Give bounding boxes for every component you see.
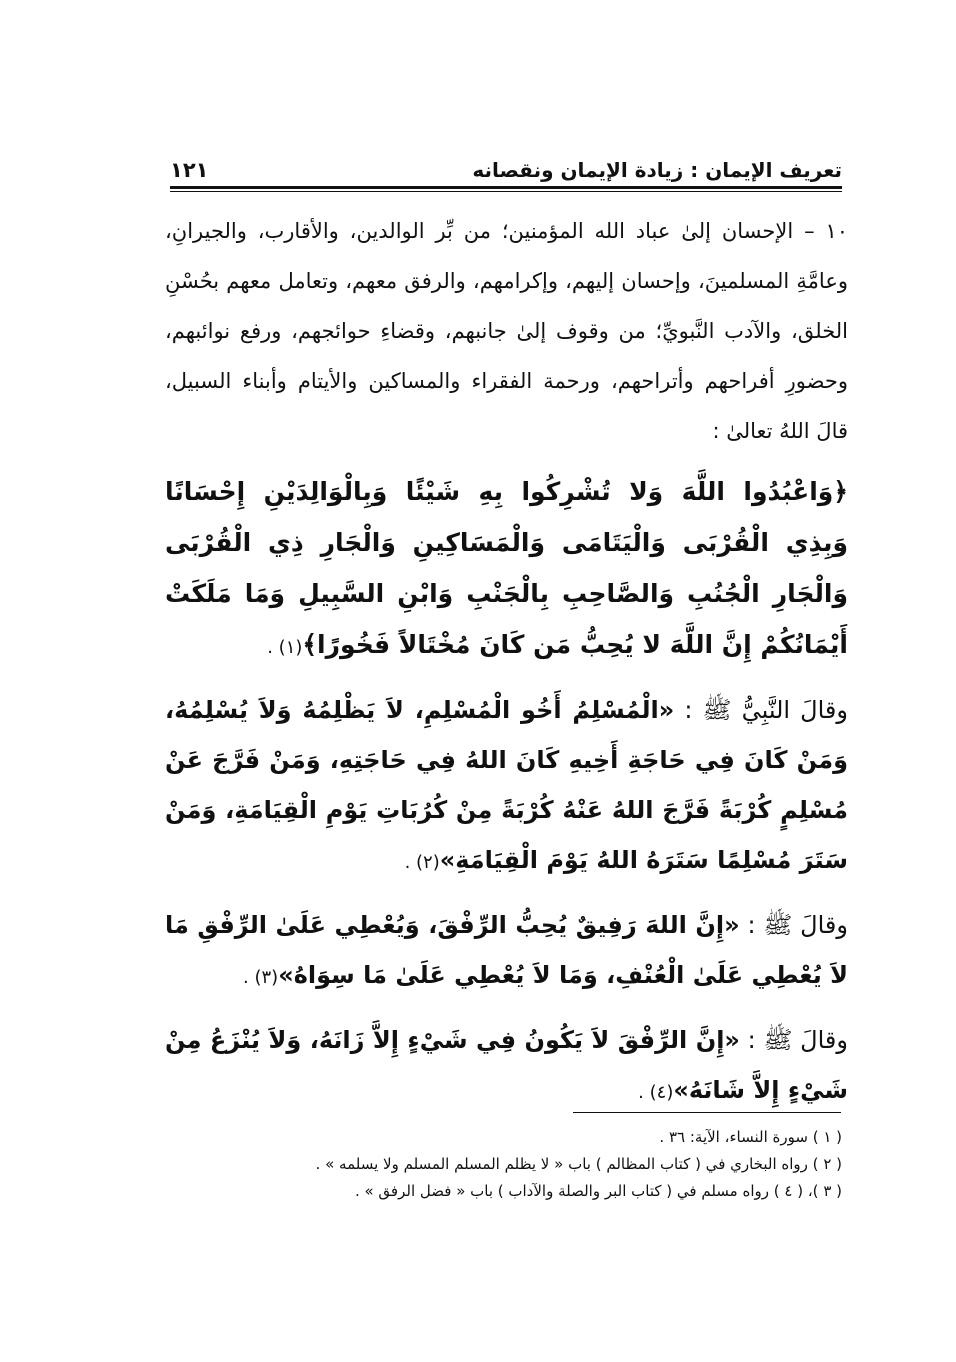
hadith-2-footnote-ref: (٣) .	[243, 967, 279, 988]
verse-footnote-ref: (١) .	[267, 637, 303, 658]
verse-text: ﴿وَاعْبُدُوا اللَّهَ وَلا تُشْرِكُوا بِهِ شَيْئًا وَبِالْوَالِدَيْنِ إِحْسَانًا وَبِذِي الْقُرْبَى وَالْيَتَامَى وَالْمَسَاكِينِ وَالْجَارِ ذِي الْقُرْبَى وَالْجَارِ الْجُنُبِ وَالصَّاحِبِ بِالْجَنْبِ وَابْنِ السَّبِيلِ وَمَا مَلَكَتْ أَيْمَانُكُمْ إِنَّ اللَّهَ لا يُحِبُّ مَن كَانَ مُخْتَالاً فَخُورًا﴾	[165, 477, 848, 659]
hadith-3-intro: وقالَ ﷺ :	[747, 1026, 848, 1054]
hadith-1-text: «الْمُسْلِمُ أَخُو الْمُسْلِمِ، لاَ يَظْلِمُهُ وَلاَ يُسْلِمُهُ، وَمَنْ كَانَ فِي حَاجَةِ أَخِيهِ كَانَ اللهُ فِي حَاجَتِهِ، وَمَنْ فَرَّجَ عَنْ مُسْلِمٍ كُرْبَةً فَرَّجَ اللهُ عَنْهُ كُرْبَةً مِنْ كُرُبَاتِ يَوْمِ الْقِيَامَةِ، وَمَنْ سَتَرَ مُسْلِمًا سَتَرَهُ اللهُ يَوْمَ الْقِيَامَةِ»	[165, 696, 848, 874]
page-number: ١٢١	[170, 158, 209, 182]
header-rule	[170, 186, 842, 192]
hadith-1-footnote-ref: (٢) .	[404, 852, 440, 873]
footnote-1: ( ١ ) سورة النساء، الآية: ٣٦ .	[659, 1128, 842, 1146]
footnote-rule	[573, 1112, 841, 1113]
hadith-1-intro: وقالَ النَّبِيُّ ﷺ :	[684, 696, 848, 724]
hadith-2-text: «إِنَّ اللهَ رَفِيقٌ يُحِبُّ الرِّفْقَ، وَيُعْطِي عَلَىٰ الرِّفْقِ مَا لاَ يُعْطِي عَلَىٰ الْعُنْفِ، وَمَا لاَ يُعْطِي عَلَىٰ مَا سِوَاهُ»	[165, 911, 848, 989]
footnote-2: ( ٢ ) رواه البخاري في ( كتاب المظالم ) باب « لا يظلم المسلم المسلم ولا يسلمه » .	[315, 1155, 842, 1173]
hadith-2	[165, 900, 848, 1003]
page-body	[165, 206, 848, 1118]
quran-verse	[165, 466, 848, 673]
footnotes	[170, 1124, 842, 1205]
hadith-2-intro: وقالَ ﷺ :	[747, 911, 848, 939]
running-header	[170, 148, 842, 182]
hadith-3-text: «إِنَّ الرِّفْقَ لاَ يَكُونُ فِي شَيْءٍ إِلاَّ زَانَهُ، وَلاَ يُنْزَعُ مِنْ شَيْءٍ إِلاَّ شَانَهُ»	[165, 1026, 848, 1104]
intro-paragraph: ١٠ – الإحسان إلىٰ عباد الله المؤمنين؛ من بِّر الوالدين، والأقارب، والجيرانِ، وعامَّةِ المسلمينَ، وإحسان إليهم، وإكرامهم، والرفق معهم، وتعامل معهم بحُسْنِ الخلق، والآدب النَّبويِّ؛ من وقوف إلىٰ جانبهم، وقضاءِ حوائجهم، ورفع نوائبهم، وحضورِ أفراحهم وأتراحهم، ورحمة الفقراء والمساكين والأيتام وأبناء السبيل، قالَ اللهُ تعالىٰ :	[165, 219, 848, 443]
footnote-3: ( ٣ )، ( ٤ ) رواه مسلم في ( كتاب البر والصلة والآداب ) باب « فضل الرفق » .	[354, 1182, 842, 1200]
header-title: تعريف الإيمان : زيادة الإيمان ونقصانه	[472, 158, 842, 182]
hadith-3	[165, 1015, 848, 1118]
hadith-1	[165, 685, 848, 888]
hadith-3-footnote-ref: (٤) .	[638, 1082, 674, 1103]
